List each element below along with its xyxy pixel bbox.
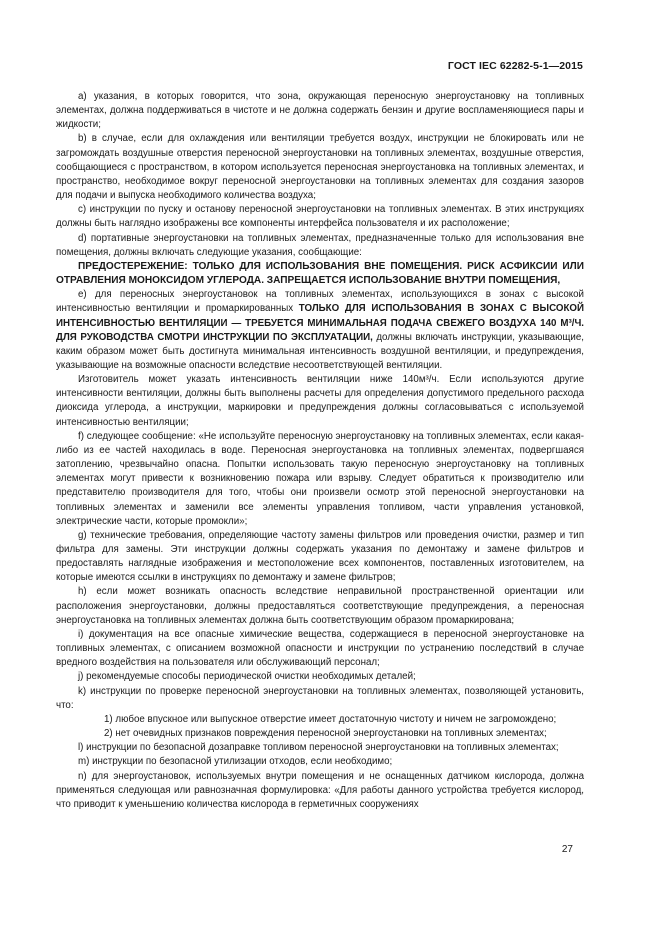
warning-outdoor-only: ПРЕДОСТЕРЕЖЕНИЕ: ТОЛЬКО ДЛЯ ИСПОЛЬЗОВАНИЯ ВНЕ ПОМЕЩЕНИЯ. РИСК АСФИКСИИ ИЛИ ОТРАВЛЕНИЯ МОНОКСИДОМ УГЛЕРОДА. ЗАПРЕЩАЕТСЯ ИСПОЛЬЗОВАНИЕ ВНУТРИ ПОМЕЩЕНИЯ,	[56, 260, 584, 287]
item-i: i) документация на все опасные химические вещества, содержащиеся в переносной энергоустановке на топливных элементах, с описанием возможной опасности и инструкции по устранению последствий в случае вредного воздействия на пользователя или обслуживающий персонал;	[56, 628, 584, 669]
item-e-text-before: е) для переносных энергоустановок на топливных элементах, использующихся в зонах с высокой интенсивностью вентиляции и промаркированных	[56, 289, 584, 315]
item-k: k) инструкции по проверке переносной энергоустановки на топливных элементах, позволяющей установить, что:	[56, 685, 584, 711]
item-k-1-number: 1)	[104, 713, 113, 725]
item-g: g) технические требования, определяющие частоту замены фильтров или проведения очистки, размер и тип фильтра для замены. Эти инструкции должны содержать указания по демонтажу и замене фильтров и предоставлять наглядные изображения и местоположение всех компонентов, поставленных изготовителем, на которые имеются ссылки в инструкциях по демонтажу и замене фильтров;	[56, 529, 584, 584]
manufacturer-note: Изготовитель может указать интенсивность вентиляции ниже 140м³/ч. Если используются другие интенсивности вентиляции, должны быть выполнены расчеты для определения допустимого предельного расхода диоксида углерода, а инструкции, маркировки и предупреждения должны согласовываться с используемой интенсивностью вентиляции;	[56, 374, 584, 428]
item-e	[56, 288, 584, 373]
item-k-2-text: нет очевидных признаков повреждения переносной энергоустановки на топливных элементах;	[112, 728, 547, 740]
item-c: с) инструкции по пуску и останову переносной энергоустановки на топливных элементах. В этих инструкциях должны быть наглядно изображены все компоненты интерфейса пользователя и их расположение;	[56, 204, 584, 230]
item-l: l) инструкции по безопасной дозаправке топливом переносной энергоустановки на топливных элементах;	[78, 742, 559, 754]
item-k-2-number: 2)	[104, 728, 113, 740]
document-code: ГОСТ IEC 62282-5-1—2015	[447, 60, 583, 72]
item-a: а) указания, в которых говорится, что зона, окружающая переносную энергоустановку на топливных элементах, должна поддерживаться в чистоте и не должна содержать бензин и другие воспламеняющиеся пары и жидкости;	[56, 91, 584, 131]
item-d: d) портативные энергоустановки на топливных элементах, предназначенные только для использования вне помещения, должны включать следующие указания, сообщающие:	[56, 232, 584, 258]
page-number: 27	[561, 844, 573, 855]
item-m: m) инструкции по безопасной утилизации отходов, если необходимо;	[78, 756, 393, 768]
document-body	[56, 90, 584, 812]
item-j: j) рекомендуемые способы периодической очистки необходимых деталей;	[78, 671, 416, 683]
item-f: f) следующее сообщение: «Не используйте переносную энергоустановку на топливных элементах, если какая-либо из ее частей находилась в воде. Переносная энергоустановка на топливных элементах, подвергшаяся затоплению, чрезвычайно опасна. Попытки использовать такую переносную энергоустановку на топливных элементах могут привести к возникновению пожара или взрыву. Следует обратиться к производителю или представителю производителя для того, чтобы они произвели осмотр этой переносной энергоустановки на топливных элементах и заменили все элементы управления топливом, части управления установкой, электрические части, которые промокли»;	[56, 430, 584, 527]
item-e-marking: ТОЛЬКО ДЛЯ ИСПОЛЬЗОВАНИЯ В ЗОНАХ С ВЫСОКОЙ ИНТЕНСИВНОСТЬЮ ВЕНТИЛЯЦИИ — ТРЕБУЕТСЯ МИНИМАЛЬНАЯ ПОДАЧА СВЕЖЕГО ВОЗДУХА 140 М³/Ч. ДЛЯ РУКОВОДСТВА СМОТРИ ИНСТРУКЦИИ ПО ЭКСПЛУАТАЦИИ,	[56, 303, 584, 343]
item-h: h) если может возникать опасность вследствие неправильной пространственной ориентации или расположения энергоустановки, должны предоставляться соответствующие предупреждения, а переносная энергоустановка на топливных элементах должна быть соответствующим образом промаркирована;	[56, 586, 584, 626]
item-k-1	[56, 713, 584, 727]
item-k-1-text: любое впускное или выпускное отверстие имеет достаточную чистоту и ничем не загромождено;	[112, 713, 557, 725]
item-n: n) для энергоустановок, используемых внутри помещения и не оснащенных датчиком кислорода, должна применяться следующая или равнозначная формулировка: «Для работы данного устройства требуется кислород, что приводит к уменьшению количества кислорода в герметичных сооружениях	[56, 770, 584, 810]
item-b: b) в случае, если для охлаждения или вентиляции требуется воздух, инструкции не блокировать или не загромождать воздушные отверстия переносной энергоустановки на топливных элементах, воздушные отверстия, сообщающиеся с пространством, в котором используется переносная энергоустановка на топливных элементах, и пространство, необходимое вокруг переносной энергоустановки на топливных элементах для создания зазоров для подачи и выпуска необходимого количества воздуха;	[56, 133, 584, 202]
item-e-text-after: должны включать инструкции, указывающие, каким образом может быть достигнута минимальная интенсивность воздушной вентиляции, и предупреждения, указывающие на возможные опасности вследствие несоответствующей вентиляции.	[56, 331, 584, 371]
item-k-2	[56, 727, 584, 741]
